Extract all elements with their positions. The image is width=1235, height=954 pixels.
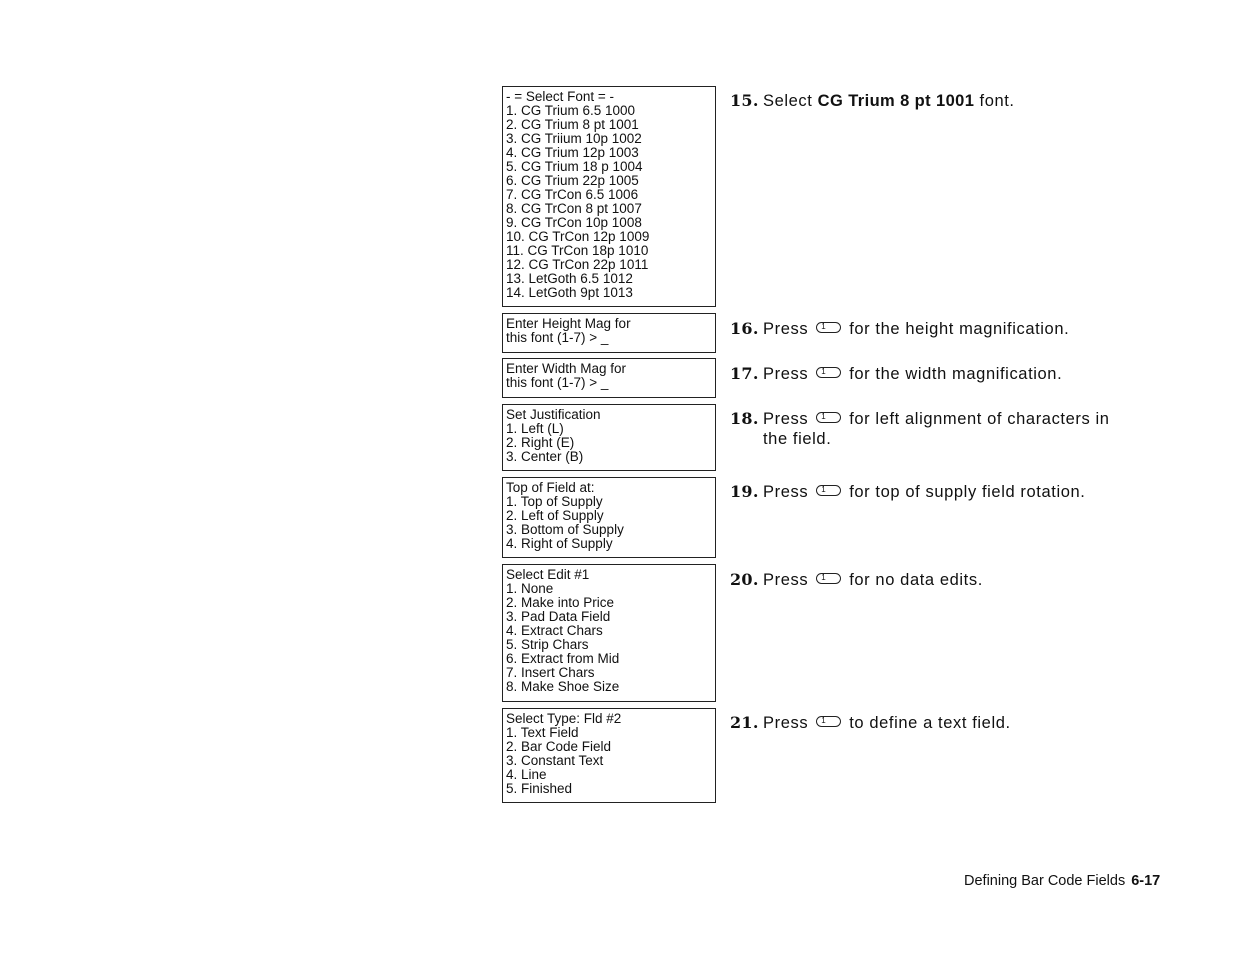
footer-title: Defining Bar Code Fields <box>964 873 1126 889</box>
screen-option: 3. Constant Text <box>506 753 604 768</box>
screen-option: 13. LetGoth 6.5 1012 <box>506 271 633 286</box>
step-number: 20. <box>730 570 759 589</box>
screen-option: 4. Right of Supply <box>506 536 613 551</box>
step-verb: Press <box>763 714 809 732</box>
screen-option: 6. Extract from Mid <box>506 651 620 666</box>
step-rest: font. <box>979 92 1015 110</box>
step-17 <box>730 364 1170 384</box>
screen-option: 7. CG TrCon 6.5 1006 <box>506 187 639 202</box>
numeric-key-1-icon: 1 <box>816 716 841 727</box>
step-rest: to define a text field. <box>849 714 1011 732</box>
step-rest: for the height magnification. <box>849 320 1070 338</box>
numeric-key-1-icon: 1 <box>816 367 841 378</box>
screen-option: 1. Top of Supply <box>506 494 603 509</box>
step-19 <box>730 482 1170 502</box>
screen-option: 9. CG TrCon 10p 1008 <box>506 215 642 230</box>
numeric-key-1-icon: 1 <box>816 412 841 423</box>
screen-prompt: Top of Field at: <box>506 480 595 495</box>
step-rest: for top of supply field rotation. <box>849 483 1086 501</box>
numeric-key-1-icon: 1 <box>816 322 841 333</box>
screen-option: 3. Center (B) <box>506 449 584 464</box>
step-number: 19. <box>730 482 759 501</box>
screen-option: 2. Bar Code Field <box>506 739 612 754</box>
screen-option: this font (1-7) > _ <box>506 330 609 345</box>
screen-width-mag <box>502 358 716 398</box>
screen-option: 10. CG TrCon 12p 1009 <box>506 229 650 244</box>
step-number: 21. <box>730 713 759 732</box>
step-21 <box>730 713 1170 733</box>
screen-option: 1. CG Trium 6.5 1000 <box>506 103 636 118</box>
screen-option: 3. CG Triium 10p 1002 <box>506 131 642 146</box>
step-verb: Select <box>763 92 813 110</box>
numeric-key-1-icon: 1 <box>816 485 841 496</box>
screen-option: 1. None <box>506 581 554 596</box>
numeric-key-1-icon: 1 <box>816 573 841 584</box>
step-18 <box>730 409 1170 449</box>
screen-option: 6. CG Trium 22p 1005 <box>506 173 639 188</box>
step-rest: for the width magnification. <box>849 365 1063 383</box>
page-footer <box>964 873 1160 889</box>
step-number: 16. <box>730 319 759 338</box>
step-rest: for left alignment of characters in <box>849 410 1110 428</box>
step-15 <box>730 91 1170 111</box>
screen-option: 4. Extract Chars <box>506 623 603 638</box>
step-verb: Press <box>763 365 809 383</box>
screen-height-mag <box>502 313 716 353</box>
step-verb: Press <box>763 483 809 501</box>
step-20 <box>730 570 1170 590</box>
screen-select-font <box>502 86 716 307</box>
step-verb: Press <box>763 571 809 589</box>
screen-option: 5. Strip Chars <box>506 637 589 652</box>
step-number: 15. <box>730 91 759 110</box>
step-continuation: the field. <box>763 430 832 448</box>
screen-option: 8. CG TrCon 8 pt 1007 <box>506 201 642 216</box>
step-16 <box>730 319 1170 339</box>
screen-select-edit <box>502 564 716 702</box>
screen-option: 1. Text Field <box>506 725 579 740</box>
screen-option: 14. LetGoth 9pt 1013 <box>506 285 633 300</box>
screen-top-of-field <box>502 477 716 558</box>
screen-justification <box>502 404 716 471</box>
screen-option: 3. Bottom of Supply <box>506 522 624 537</box>
step-number: 18. <box>730 409 759 428</box>
screen-option: 2. Right (E) <box>506 435 575 450</box>
font-name: CG Trium 8 pt 1001 <box>817 92 975 110</box>
step-number: 17. <box>730 364 759 383</box>
screen-option: 8. Make Shoe Size <box>506 679 620 694</box>
step-verb: Press <box>763 320 809 338</box>
screen-prompt: Set Justification <box>506 407 601 422</box>
screen-prompt: Enter Height Mag for <box>506 316 631 331</box>
step-rest: for no data edits. <box>849 571 983 589</box>
screen-option: 2. Left of Supply <box>506 508 604 523</box>
screen-option: 7. Insert Chars <box>506 665 595 680</box>
screen-prompt: Select Type: Fld #2 <box>506 711 622 726</box>
screen-option: this font (1-7) > _ <box>506 375 609 390</box>
screen-prompt: Select Edit #1 <box>506 567 590 582</box>
screen-option: 3. Pad Data Field <box>506 609 611 624</box>
step-verb: Press <box>763 410 809 428</box>
screen-prompt: - = Select Font = - <box>506 89 615 104</box>
screen-option: 2. CG Trium 8 pt 1001 <box>506 117 639 132</box>
screen-option: 11. CG TrCon 18p 1010 <box>506 243 649 258</box>
page-number: 6-17 <box>1131 873 1161 889</box>
screen-option: 5. Finished <box>506 781 573 796</box>
screen-option: 4. Line <box>506 767 547 782</box>
screen-option: 1. Left (L) <box>506 421 564 436</box>
screen-option: 2. Make into Price <box>506 595 615 610</box>
screen-select-type <box>502 708 716 803</box>
screen-option: 12. CG TrCon 22p 1011 <box>506 257 649 272</box>
screen-option: 4. CG Trium 12p 1003 <box>506 145 639 160</box>
screen-prompt: Enter Width Mag for <box>506 361 627 376</box>
screen-option: 5. CG Trium 18 p 1004 <box>506 159 643 174</box>
